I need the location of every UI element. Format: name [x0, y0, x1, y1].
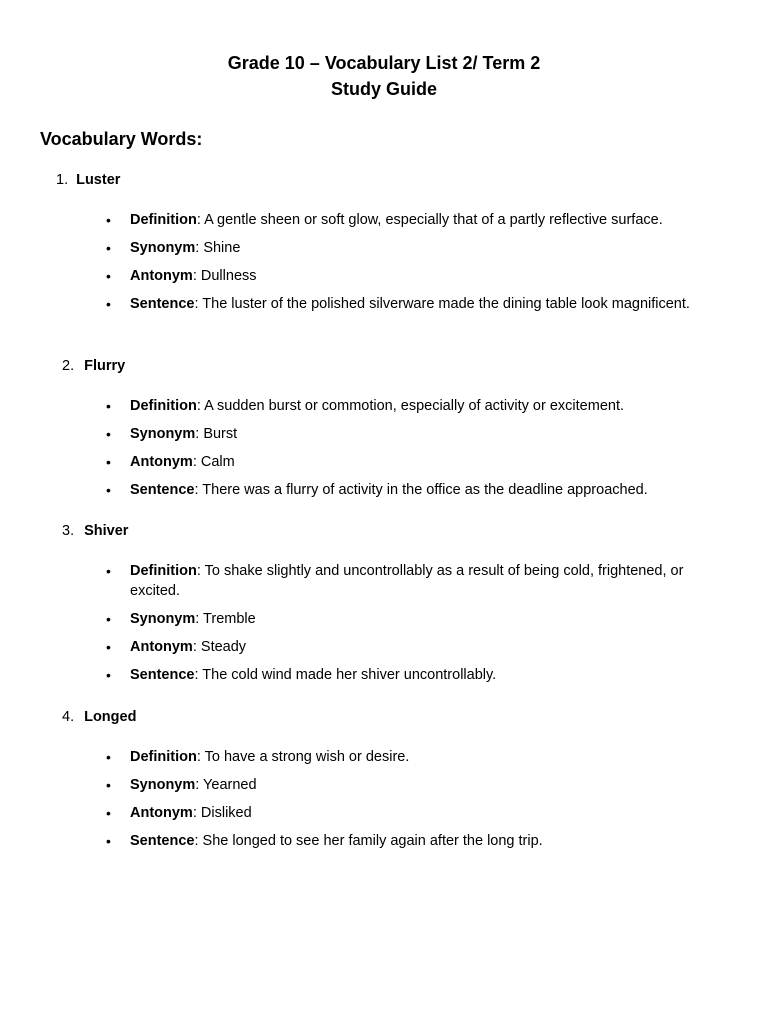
- antonym-item: [106, 803, 706, 823]
- bullet-icon: •: [106, 833, 111, 849]
- antonym-item: [106, 452, 706, 472]
- synonym-label: Synonym: [130, 240, 196, 256]
- bullet-icon: •: [106, 426, 111, 442]
- definition-label: Definition: [130, 563, 197, 579]
- entry-number: 1.: [56, 172, 69, 188]
- sentence-label: Sentence: [130, 667, 195, 683]
- synonym-label: Synonym: [130, 426, 196, 442]
- definition-text: : To have a strong wish or desire.: [196, 749, 410, 765]
- bullet-icon: •: [106, 777, 111, 793]
- sentence-text: : There was a flurry of activity in the office as the deadline approached.: [194, 482, 648, 498]
- bullet-icon: •: [106, 563, 111, 579]
- antonym-text: : Steady: [192, 639, 247, 655]
- antonym-label: Antonym: [130, 805, 193, 821]
- synonym-text: : Yearned: [195, 777, 257, 793]
- antonym-item: [106, 266, 706, 286]
- vocab-entry-heading: [56, 170, 120, 190]
- sentence-item: [106, 294, 706, 314]
- entry-term: Luster: [76, 172, 121, 188]
- definition-item: [106, 210, 706, 230]
- entry-term: Flurry: [84, 358, 126, 374]
- definition-item: [106, 561, 706, 601]
- entry-number: 3.: [62, 523, 75, 539]
- synonym-label: Synonym: [130, 611, 196, 627]
- section-heading: Vocabulary Words:: [40, 129, 203, 149]
- antonym-text: : Dullness: [192, 268, 257, 284]
- bullet-icon: •: [106, 611, 111, 627]
- entry-number: 4.: [62, 709, 75, 725]
- entry-term: Longed: [84, 709, 137, 725]
- definition-label: Definition: [130, 212, 197, 228]
- entry-term: Shiver: [84, 523, 129, 539]
- vocab-entry-heading: [62, 707, 136, 727]
- synonym-item: [106, 238, 706, 258]
- vocab-entry-heading: [62, 356, 125, 376]
- synonym-label: Synonym: [130, 777, 196, 793]
- bullet-icon: •: [106, 749, 111, 765]
- entry-details: [106, 396, 706, 508]
- bullet-icon: •: [106, 398, 111, 414]
- sentence-text: : The cold wind made her shiver uncontrollably.: [194, 667, 497, 683]
- synonym-text: : Tremble: [195, 611, 256, 627]
- sentence-item: [106, 665, 706, 685]
- definition-label: Definition: [130, 749, 197, 765]
- sentence-text: : She longed to see her family again after the long trip.: [194, 833, 543, 849]
- antonym-label: Antonym: [130, 639, 193, 655]
- sentence-item: [106, 480, 706, 500]
- document-title: [0, 50, 768, 102]
- sentence-text: : The luster of the polished silverware made the dining table look magnificent.: [194, 296, 690, 312]
- bullet-icon: •: [106, 268, 111, 284]
- synonym-item: [106, 424, 706, 444]
- bullet-icon: •: [106, 454, 111, 470]
- title-line-1: Grade 10 – Vocabulary List 2/ Term 2: [227, 53, 541, 73]
- entry-number: 2.: [62, 358, 75, 374]
- antonym-text: : Calm: [192, 454, 235, 470]
- title-line-2: Study Guide: [330, 79, 437, 99]
- bullet-icon: •: [106, 667, 111, 683]
- bullet-icon: •: [106, 212, 111, 228]
- entry-details: [106, 561, 706, 693]
- sentence-item: [106, 831, 706, 851]
- sentence-label: Sentence: [130, 482, 195, 498]
- definition-item: [106, 747, 706, 767]
- bullet-icon: •: [106, 639, 111, 655]
- bullet-icon: •: [106, 482, 111, 498]
- antonym-text: : Disliked: [192, 805, 252, 821]
- sentence-label: Sentence: [130, 833, 195, 849]
- definition-item: [106, 396, 706, 416]
- bullet-icon: •: [106, 240, 111, 256]
- entry-details: [106, 747, 706, 859]
- synonym-text: : Shine: [195, 240, 241, 256]
- antonym-label: Antonym: [130, 454, 193, 470]
- bullet-icon: •: [106, 296, 111, 312]
- entry-details: [106, 210, 706, 322]
- definition-text: : A sudden burst or commotion, especially of activity or excitement.: [196, 398, 625, 414]
- definition-text: : To shake slightly and uncontrollably as a result of being cold, frightened, or excited.: [130, 563, 684, 599]
- sentence-label: Sentence: [130, 296, 195, 312]
- antonym-item: [106, 637, 706, 657]
- antonym-label: Antonym: [130, 268, 193, 284]
- vocab-entry-heading: [62, 521, 128, 541]
- definition-label: Definition: [130, 398, 197, 414]
- synonym-item: [106, 609, 706, 629]
- definition-text: : A gentle sheen or soft glow, especially that of a partly reflective surface.: [196, 212, 663, 228]
- bullet-icon: •: [106, 805, 111, 821]
- synonym-text: : Burst: [195, 426, 238, 442]
- synonym-item: [106, 775, 706, 795]
